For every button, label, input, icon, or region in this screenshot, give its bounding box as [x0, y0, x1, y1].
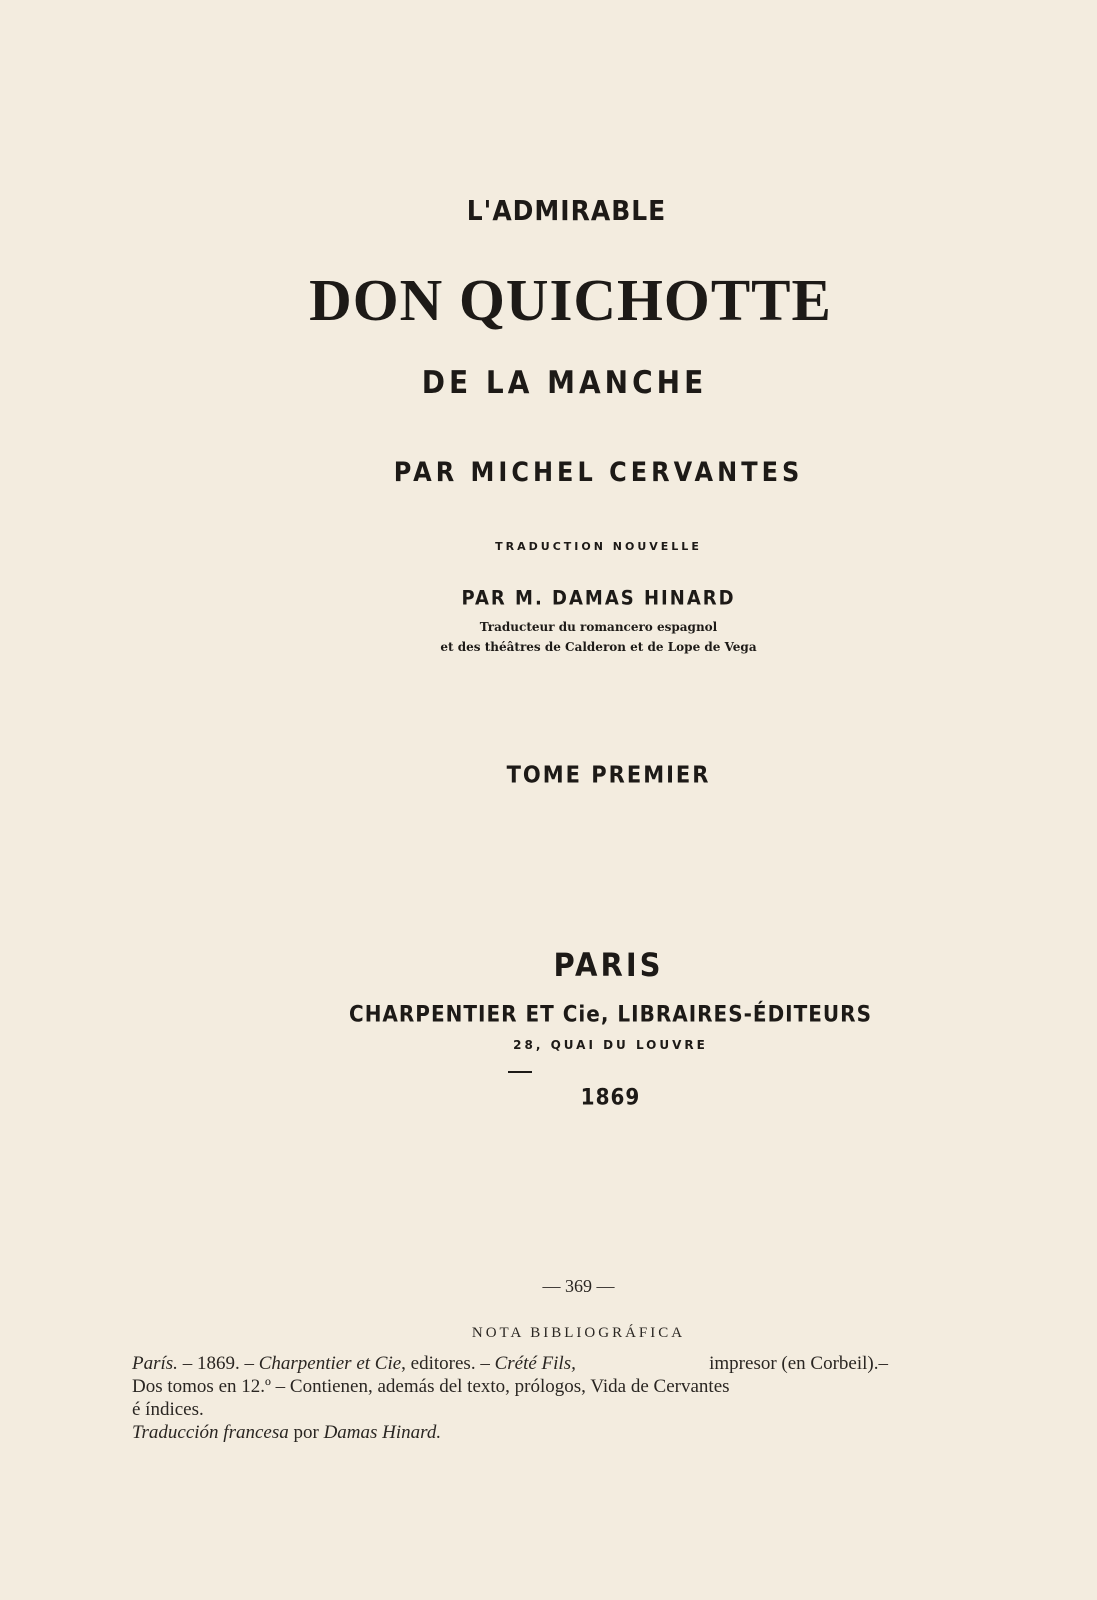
- publisher-text: Charpentier et Cie: [258, 1353, 402, 1374]
- publication-year: 1869: [580, 1083, 641, 1111]
- editores-text: , editores. –: [401, 1353, 495, 1374]
- translator-description-1: Traducteur du romancero espagnol: [479, 620, 718, 634]
- book-title: DON QUICHOTTE: [309, 267, 832, 333]
- book-subtitle: DE LA MANCHE: [421, 364, 708, 401]
- translation-text: Traducción francesa: [132, 1422, 289, 1443]
- publication-city: PARIS: [553, 946, 664, 984]
- impresor-text: impresor (en Corbeil).–: [709, 1353, 888, 1374]
- divider-rule: [508, 1071, 532, 1073]
- volume-label: TOME PREMIER: [506, 761, 711, 789]
- translator-description-2: et des théâtres de Calderon et de Lope de Vega: [440, 640, 757, 654]
- translation-note: TRADUCTION NOUVELLE: [495, 540, 702, 553]
- pre-title: L'ADMIRABLE: [466, 194, 667, 227]
- author-line: PAR MICHEL CERVANTES: [393, 456, 804, 488]
- bibliography-line-2: Dos tomos en 12.º – Contienen, además del texto, prólogos, Vida de Cervantes: [132, 1376, 730, 1397]
- page-number: — 369 —: [542, 1276, 615, 1296]
- printer-text: Crété Fils,: [494, 1353, 576, 1374]
- publisher-line: CHARPENTIER ET Cie, LIBRAIRES-ÉDITEURS: [349, 1000, 872, 1028]
- bibliography-line-3: é índices.: [132, 1399, 204, 1420]
- bibliography-line-4: [132, 1422, 888, 1444]
- por-text: por: [288, 1422, 324, 1443]
- translator-line: PAR M. DAMAS HINARD: [461, 586, 736, 611]
- translator-name-text: Damas Hinard.: [323, 1422, 442, 1443]
- bibliography-line-1: [132, 1353, 888, 1375]
- year-text: – 1869. –: [177, 1353, 259, 1374]
- publisher-address: 28, QUAI DU LOUVRE: [513, 1038, 708, 1052]
- place-text: París.: [132, 1353, 178, 1374]
- bibliography-heading: NOTA BIBLIOGRÁFICA: [471, 1325, 686, 1341]
